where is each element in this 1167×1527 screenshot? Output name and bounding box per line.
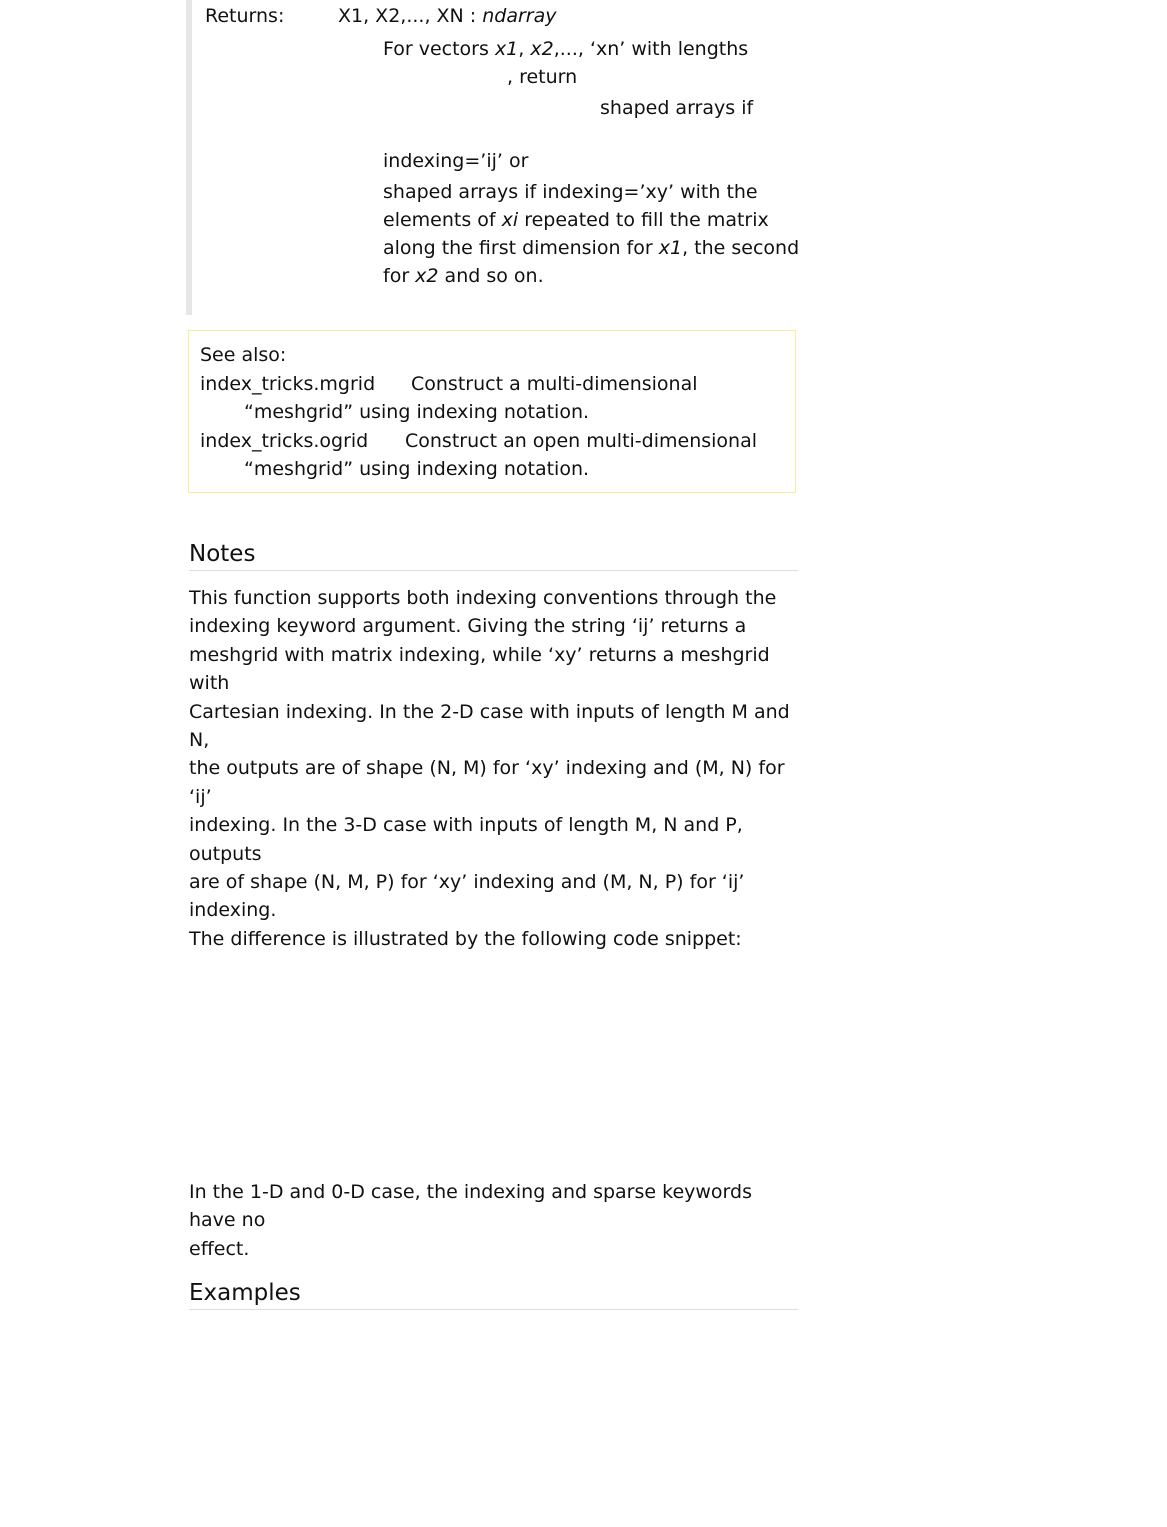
- returns-name: X1, X2,..., XN :: [338, 5, 483, 27]
- notes-line: This function supports both indexing conventions through the: [189, 587, 777, 609]
- notes-line: Cartesian indexing. In the 2-D case with inputs of length M and N,: [189, 700, 790, 752]
- notes-line: indexing. In the 3-D case with inputs of length M, N and P, outputs: [189, 814, 743, 865]
- returns-desc-line-1: For vectors x1, x2,..., ‘xn’ with lengths: [383, 38, 749, 60]
- field-list-border: [186, 0, 192, 315]
- see-also-title: See also:: [200, 344, 287, 366]
- see-also-link-ogrid[interactable]: index_tricks.ogrid: [200, 430, 369, 452]
- notes-line: effect.: [189, 1237, 250, 1260]
- see-also-desc-ogrid: Construct an open multi-dimensional: [405, 430, 758, 452]
- returns-signature: [338, 5, 557, 27]
- notes-line: In the 1-D and 0-D case, the indexing and sparse keywords have no: [189, 1181, 752, 1232]
- notes-paragraph: [189, 584, 799, 953]
- see-also-desc-ogrid-cont: “meshgrid” using indexing notation.: [244, 458, 590, 480]
- see-also-desc-mgrid: Construct a multi-dimensional: [411, 373, 698, 395]
- returns-label: Returns:: [205, 5, 285, 27]
- notes-heading: Notes: [189, 540, 798, 571]
- returns-type: ndarray: [482, 5, 557, 27]
- see-also-link-mgrid[interactable]: index_tricks.mgrid: [200, 373, 376, 395]
- notes-line: indexing keyword argument. Giving the string ‘ij’ returns a: [189, 615, 747, 638]
- see-also-desc-mgrid-cont: “meshgrid” using indexing notation.: [244, 401, 590, 423]
- examples-heading: Examples: [189, 1279, 798, 1310]
- returns-desc-line-3: shaped arrays if: [600, 97, 754, 119]
- returns-desc-line-4: indexing=’ij’ or: [383, 150, 529, 172]
- notes-line: The difference is illustrated by the following code snippet:: [189, 927, 742, 950]
- returns-desc-line-6: elements of xi repeated to fill the matrix: [383, 209, 769, 231]
- notes-paragraph-2: [189, 1178, 799, 1263]
- returns-desc-line-7: along the first dimension for x1, the second: [383, 237, 800, 259]
- notes-line: the outputs are of shape (N, M) for ‘xy’ indexing and (M, N) for ‘ij’: [189, 757, 785, 808]
- returns-desc-line-8: for x2 and so on.: [383, 265, 544, 287]
- returns-desc-line-5: shaped arrays if indexing=’xy’ with the: [383, 181, 758, 203]
- notes-line: are of shape (N, M, P) for ‘xy’ indexing and (M, N, P) for ‘ij’ indexing.: [189, 871, 745, 922]
- returns-desc-line-2: , return: [507, 66, 578, 88]
- notes-line: meshgrid with matrix indexing, while ‘xy’ returns a meshgrid with: [189, 643, 770, 695]
